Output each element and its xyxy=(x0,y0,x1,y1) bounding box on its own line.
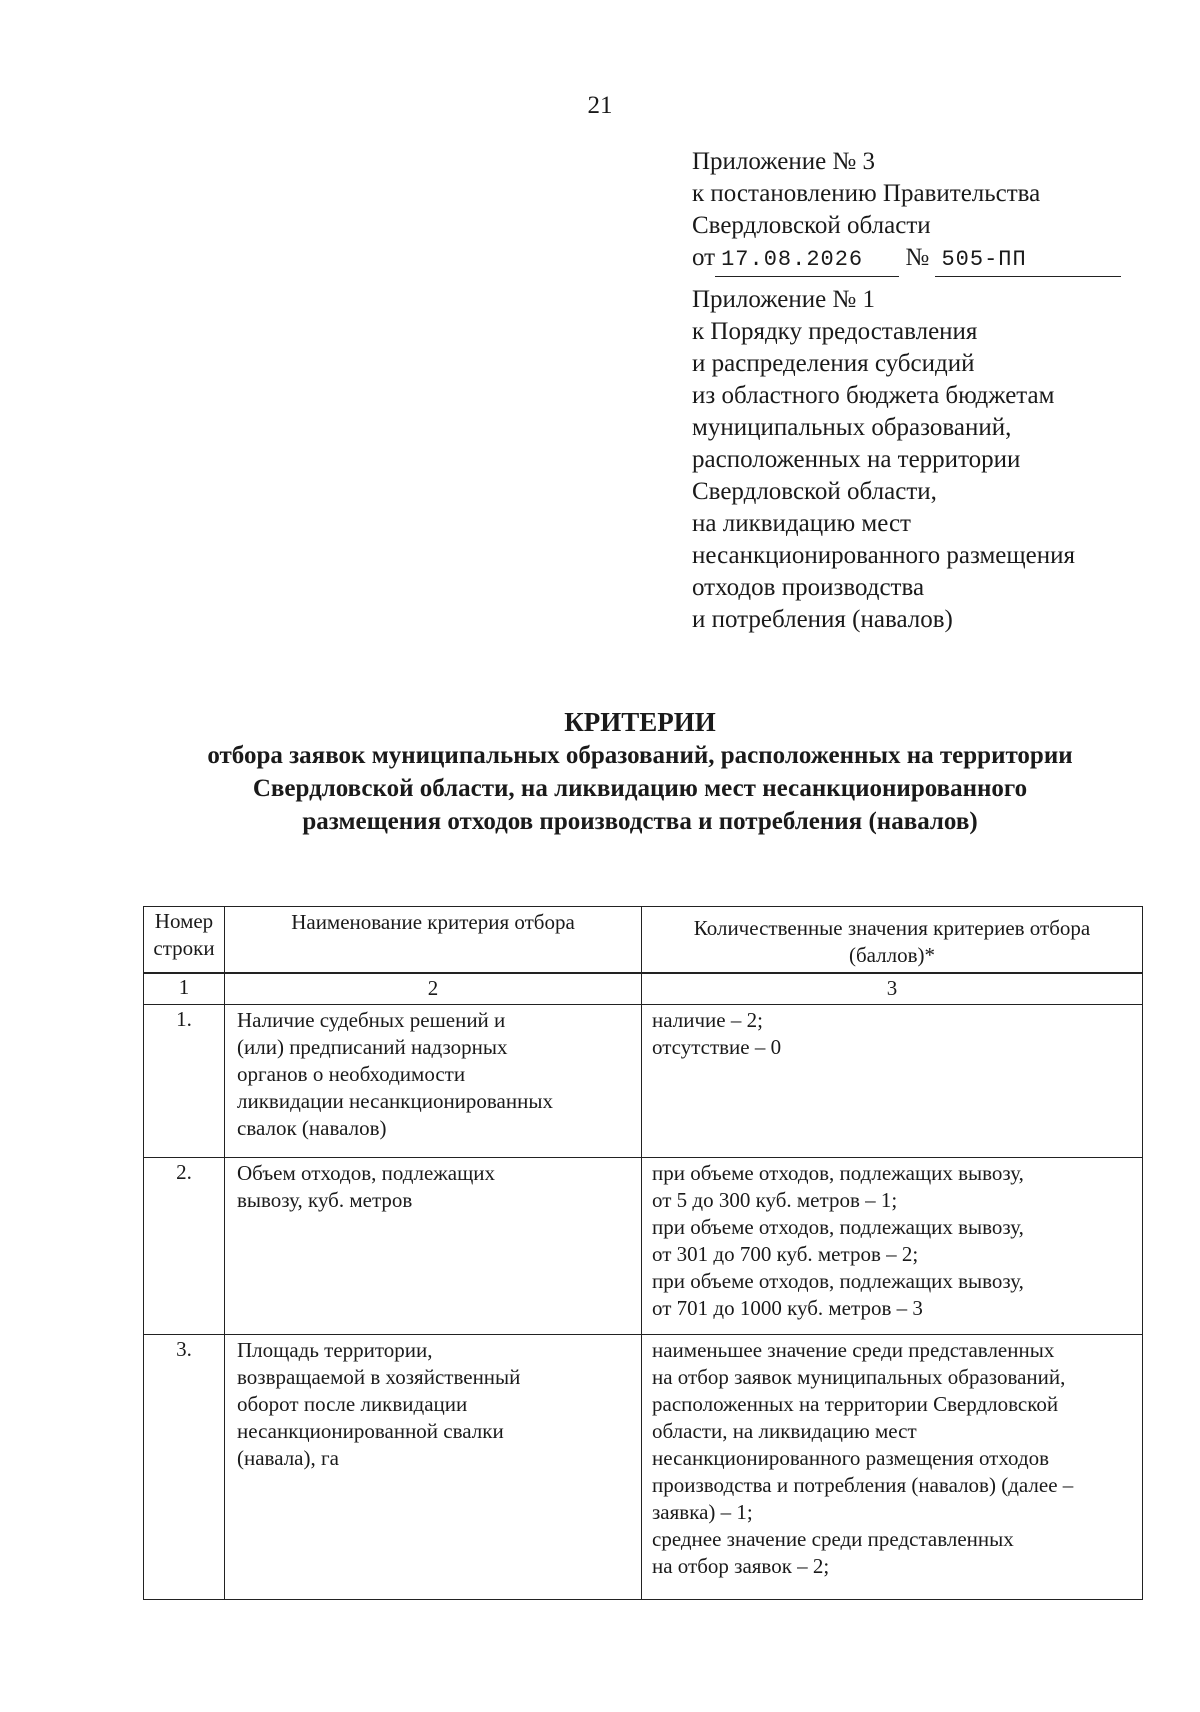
criterion-value-line: на отбор заявок – 2; xyxy=(652,1554,830,1578)
title-sub-line: Свердловской области, на ликвидацию мест несанкционированного xyxy=(252,775,1028,802)
attachment-line: и распределения субсидий xyxy=(692,350,975,377)
criterion-value-line: отсутствие – 0 xyxy=(652,1035,782,1059)
date-prefix: от xyxy=(692,244,716,271)
row-number: 3. xyxy=(144,1335,225,1600)
attachment-line: Приложение № 1 xyxy=(692,286,876,313)
criterion-value-line: при объеме отходов, подлежащих вывозу, xyxy=(652,1215,1024,1239)
header-row-number xyxy=(144,907,225,974)
criterion-value-line: наличие – 2; xyxy=(652,1008,763,1032)
decree-date: 17.08.2026 xyxy=(715,244,899,277)
column-number: 1 xyxy=(144,973,225,1005)
criterion-value-line: наименьшее значение среди представленных xyxy=(652,1338,1055,1362)
attachment-line: из областного бюджета бюджетам xyxy=(692,382,1055,409)
decree-date-number xyxy=(692,242,1121,277)
criterion-name-line: органов о необходимости xyxy=(237,1062,466,1086)
criterion-value-line: на отбор заявок муниципальных образований, xyxy=(652,1365,1066,1389)
attachment-line: отходов производства xyxy=(692,574,925,601)
criterion-name-line: Объем отходов, подлежащих xyxy=(237,1161,495,1185)
attachment-line: на ликвидацию мест xyxy=(692,510,911,537)
attachment-1-header xyxy=(692,284,1075,636)
attachment-line: Свердловской области xyxy=(692,212,931,239)
header-text: строки xyxy=(153,936,215,960)
table-row xyxy=(144,1158,1143,1335)
criterion-name-line: Наличие судебных решений и xyxy=(237,1008,506,1032)
criterion-name-line: свалок (навалов) xyxy=(237,1116,387,1140)
criterion-value-line: от 5 до 300 куб. метров – 1; xyxy=(652,1188,898,1212)
attachment-line: к постановлению Правительства xyxy=(692,180,1041,207)
header-text: Количественные значения критериев отбора xyxy=(693,916,1091,940)
row-number: 2. xyxy=(144,1158,225,1335)
criterion-name-line: несанкционированной свалки xyxy=(237,1419,504,1443)
column-number: 3 xyxy=(642,973,1143,1005)
header-text: Номер xyxy=(154,909,214,933)
criterion-value-line: несанкционированного размещения отходов xyxy=(652,1446,1050,1470)
attachment-line: муниципальных образований, xyxy=(692,414,1012,441)
criterion-name-line: оборот после ликвидации xyxy=(237,1392,468,1416)
header-criterion-values xyxy=(642,907,1143,974)
attachment-line: Свердловской области, xyxy=(692,478,937,505)
criterion-value-line: от 301 до 700 куб. метров – 2; xyxy=(652,1242,919,1266)
attachment-line: расположенных на территории xyxy=(692,446,1021,473)
table-row xyxy=(144,1005,1143,1158)
column-number: 2 xyxy=(225,973,642,1005)
criterion-value-line: от 701 до 1000 куб. метров – 3 xyxy=(652,1296,923,1320)
page-number: 21 xyxy=(587,92,613,119)
criterion-value-line: при объеме отходов, подлежащих вывозу, xyxy=(652,1269,1024,1293)
criterion-value-line: среднее значение среди представленных xyxy=(652,1527,1014,1551)
document-title xyxy=(120,706,1160,838)
title-sub-line: отбора заявок муниципальных образований, расположенных на территории xyxy=(207,742,1073,769)
header-text: (баллов)* xyxy=(848,943,936,967)
criterion-name-line: вывозу, куб. метров xyxy=(237,1188,413,1212)
criterion-name xyxy=(225,1005,642,1158)
criterion-values xyxy=(642,1335,1143,1600)
criterion-value-line: заявка) – 1; xyxy=(652,1500,753,1524)
attachment-line: и потребления (навалов) xyxy=(692,606,953,633)
number-prefix: № xyxy=(905,244,930,271)
criterion-name xyxy=(225,1158,642,1335)
criterion-name-line: (навала), га xyxy=(237,1446,339,1470)
criterion-value-line: производства и потребления (навалов) (далее – xyxy=(652,1473,1074,1497)
decree-number: 505-ПП xyxy=(935,244,1121,277)
column-numbers-row xyxy=(144,973,1143,1005)
attachment-3-header xyxy=(692,146,1121,277)
attachment-line: к Порядку предоставления xyxy=(692,318,978,345)
title-sub-line: размещения отходов производства и потребления (навалов) xyxy=(302,808,978,835)
attachment-title: Приложение № 3 xyxy=(692,148,876,175)
criterion-value-line: расположенных на территории Свердловской xyxy=(652,1392,1059,1416)
criterion-name-line: (или) предписаний надзорных xyxy=(237,1035,508,1059)
attachment-line: несанкционированного размещения xyxy=(692,542,1075,569)
criteria-table-header xyxy=(143,906,1143,974)
criterion-values xyxy=(642,1158,1143,1335)
criterion-name-line: Площадь территории, xyxy=(237,1338,433,1362)
header-criterion-name xyxy=(225,907,642,974)
criterion-value-line: области, на ликвидацию мест xyxy=(652,1419,917,1443)
header-text: Наименование критерия отбора xyxy=(291,910,575,934)
criterion-name-line: ликвидации несанкционированных xyxy=(237,1089,553,1113)
criterion-value-line: при объеме отходов, подлежащих вывозу, xyxy=(652,1161,1024,1185)
criteria-table xyxy=(143,972,1143,1600)
title-main: КРИТЕРИИ xyxy=(564,707,716,737)
row-number: 1. xyxy=(144,1005,225,1158)
criterion-name xyxy=(225,1335,642,1600)
criterion-name-line: возвращаемой в хозяйственный xyxy=(237,1365,521,1389)
table-row xyxy=(144,1335,1143,1600)
criterion-values xyxy=(642,1005,1143,1158)
